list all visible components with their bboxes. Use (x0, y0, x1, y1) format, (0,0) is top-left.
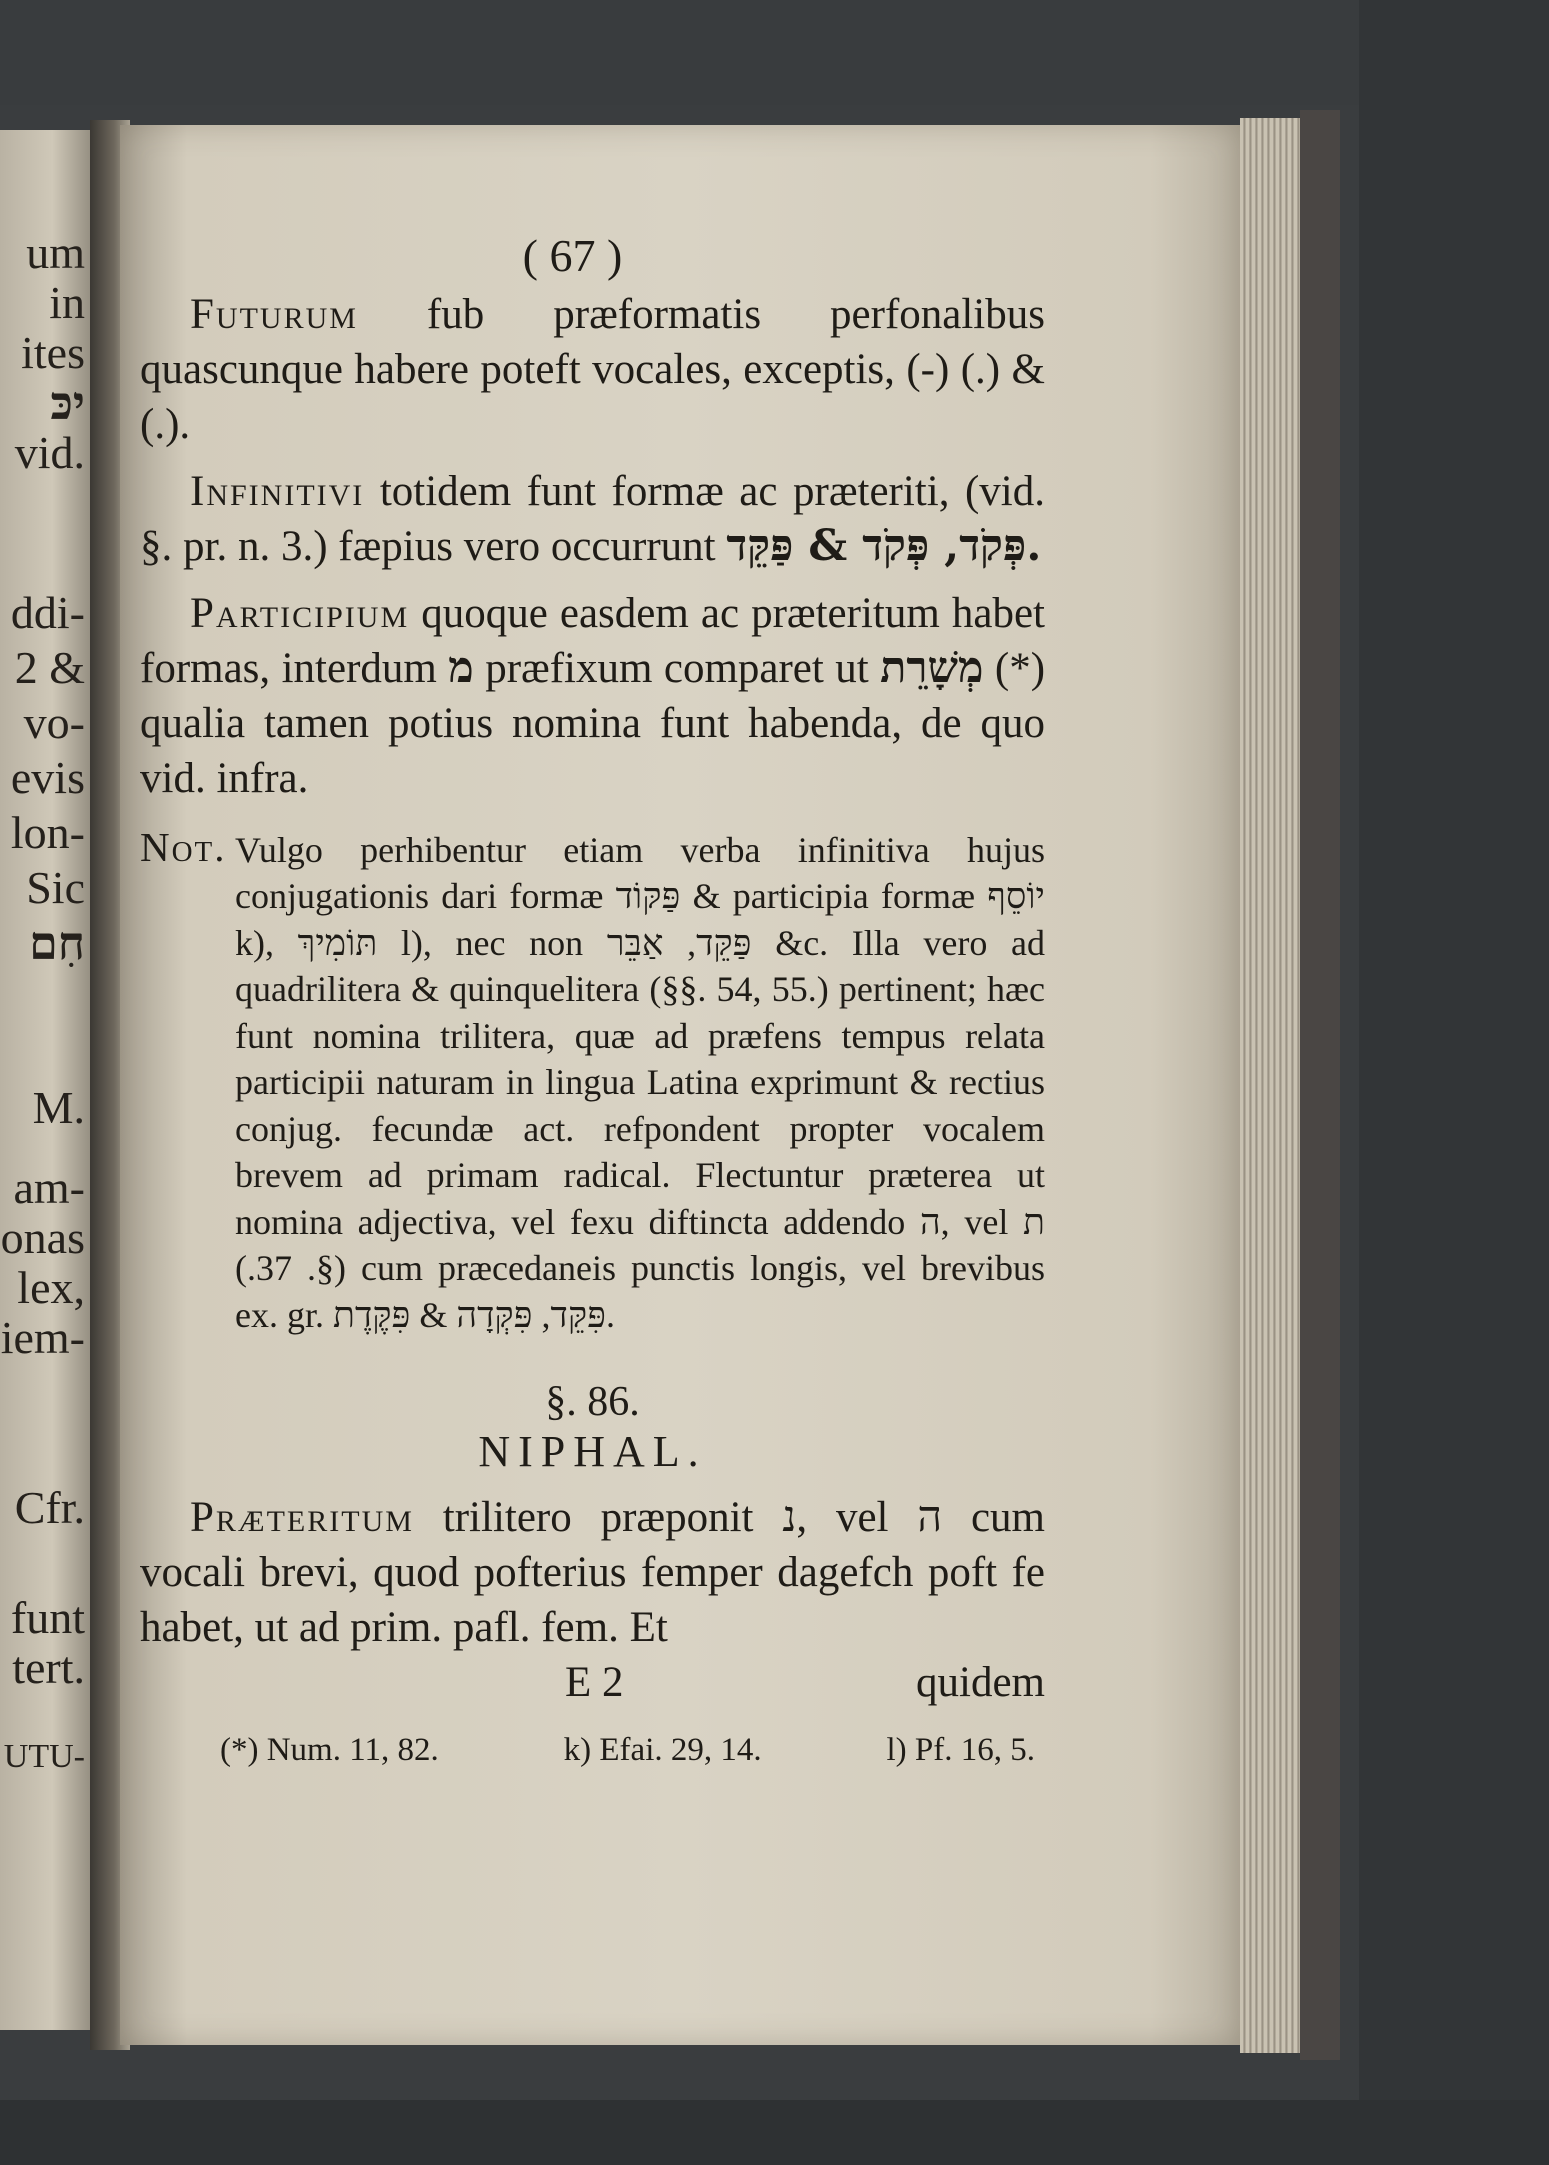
left-line: um (26, 227, 85, 278)
hebrew-text: מ (448, 643, 474, 693)
page-text-block (140, 225, 1045, 1769)
hebrew-text: מְשָׁרֵת (880, 643, 984, 693)
lead-word: Infinitivi (190, 468, 365, 515)
left-line: evis (10, 752, 85, 803)
page-stack-edges (1240, 118, 1300, 2053)
left-line: ddi- (10, 587, 85, 638)
catchword: quidem (916, 1659, 1045, 1706)
lead-word: Futurum (190, 291, 358, 338)
paragraph-text: (*) qualia tamen potius nomina funt habenda, de quo vid. infra. (140, 645, 1046, 802)
left-line: UTU- (3, 1738, 85, 1775)
paragraph-futurum (140, 287, 1045, 452)
left-line: 2 & (14, 642, 85, 693)
paragraph-praeteritum (140, 1490, 1045, 1655)
footnotes (140, 1732, 1045, 1769)
paragraph-text: quoque easdem ac præteritum habet formas, interdum (140, 590, 1045, 692)
left-line: vo- (23, 697, 85, 748)
scan-background-bottom (0, 2100, 1549, 2165)
left-line: funt (10, 1592, 85, 1643)
signature-line (140, 1655, 1045, 1710)
left-line: חִם (29, 916, 85, 970)
signature-mark: E 2 (565, 1659, 624, 1706)
paragraph-text: præfixum comparet ut (473, 645, 881, 692)
note-label: Not. (140, 824, 227, 870)
nota-bene-block (140, 824, 1045, 1338)
running-head: ( 67 ) (522, 230, 623, 281)
hebrew-text: פְּקֹד, פְּקֹד & פַּקֵּד. (726, 521, 1042, 571)
scan-background-top (0, 0, 1549, 105)
section-number: §. 86. (545, 1379, 640, 1425)
left-line: onas (0, 1212, 85, 1263)
lead-word: Præteritum (190, 1494, 414, 1541)
lead-word: Participium (190, 590, 410, 637)
left-line: iem- (0, 1312, 85, 1363)
left-line: tert. (12, 1642, 85, 1693)
footnote: l) Pf. 16, 5. (886, 1732, 1035, 1768)
section-title: NIPHAL. (478, 1427, 707, 1476)
scan-background-right (1359, 0, 1549, 2165)
book-cover-edge (1300, 110, 1340, 2060)
left-line: lon- (10, 807, 85, 858)
left-line: in (49, 277, 85, 328)
paragraph-infinitivi (140, 464, 1045, 574)
paragraph-text: fub præformatis perfonalibus quascunque habere poteft vocales, exceptis, (-) (.) & (.). (140, 291, 1045, 448)
left-line: lex, (17, 1262, 85, 1313)
left-line: יכּ (50, 376, 85, 430)
left-line: Cfr. (14, 1482, 85, 1533)
paragraph-participium (140, 586, 1045, 806)
left-facing-page (0, 130, 95, 2030)
left-line: am- (13, 1162, 85, 1213)
left-line: ites (21, 327, 85, 378)
note-body: Vulgo perhibentur etiam verba infinitiva hujus conjugationis dari formæ פַּקּוֹד & participia formæ יוֹסֵף k), תּוֹמִיךְ l), nec non פַּקֵּד, אַבֵּר &c. Illa vero ad quadrilitera & quinquelitera (§§. 54, 55.) pertinent; hæc funt nomina trilitera, quæ ad præfens tempus relata participii naturam in lingua Latina exprimunt & rectius conjug. fecundæ act. refpondent propter vocalem brevem ad primam radical. Flectuntur præterea ut nomina adjectiva, vel fexu diftincta addendo ה, vel ת (§. 37.) cum præcedaneis punctis longis, vel brevibus ex. gr. פִּקֵּד, פִּקְּדָה & פִּקֶּדֶת. (235, 829, 1046, 1335)
left-line: M. (32, 1082, 85, 1133)
paragraph-text: totidem funt formæ ac præteriti, (vid. §. pr. n. 3.) fæpius vero occurrunt (140, 468, 1045, 570)
paragraph-text: trilitero præponit נ, vel ה cum vocali brevi, quod pofterius femper dagefch poft fe habet, ut ad prim. pafl. fem. Et (140, 1494, 1045, 1651)
left-line: vid. (14, 427, 85, 478)
left-line: Sic (26, 862, 85, 913)
footnote: (*) Num. 11, 82. (220, 1732, 439, 1768)
footnote: k) Efai. 29, 14. (563, 1732, 762, 1768)
